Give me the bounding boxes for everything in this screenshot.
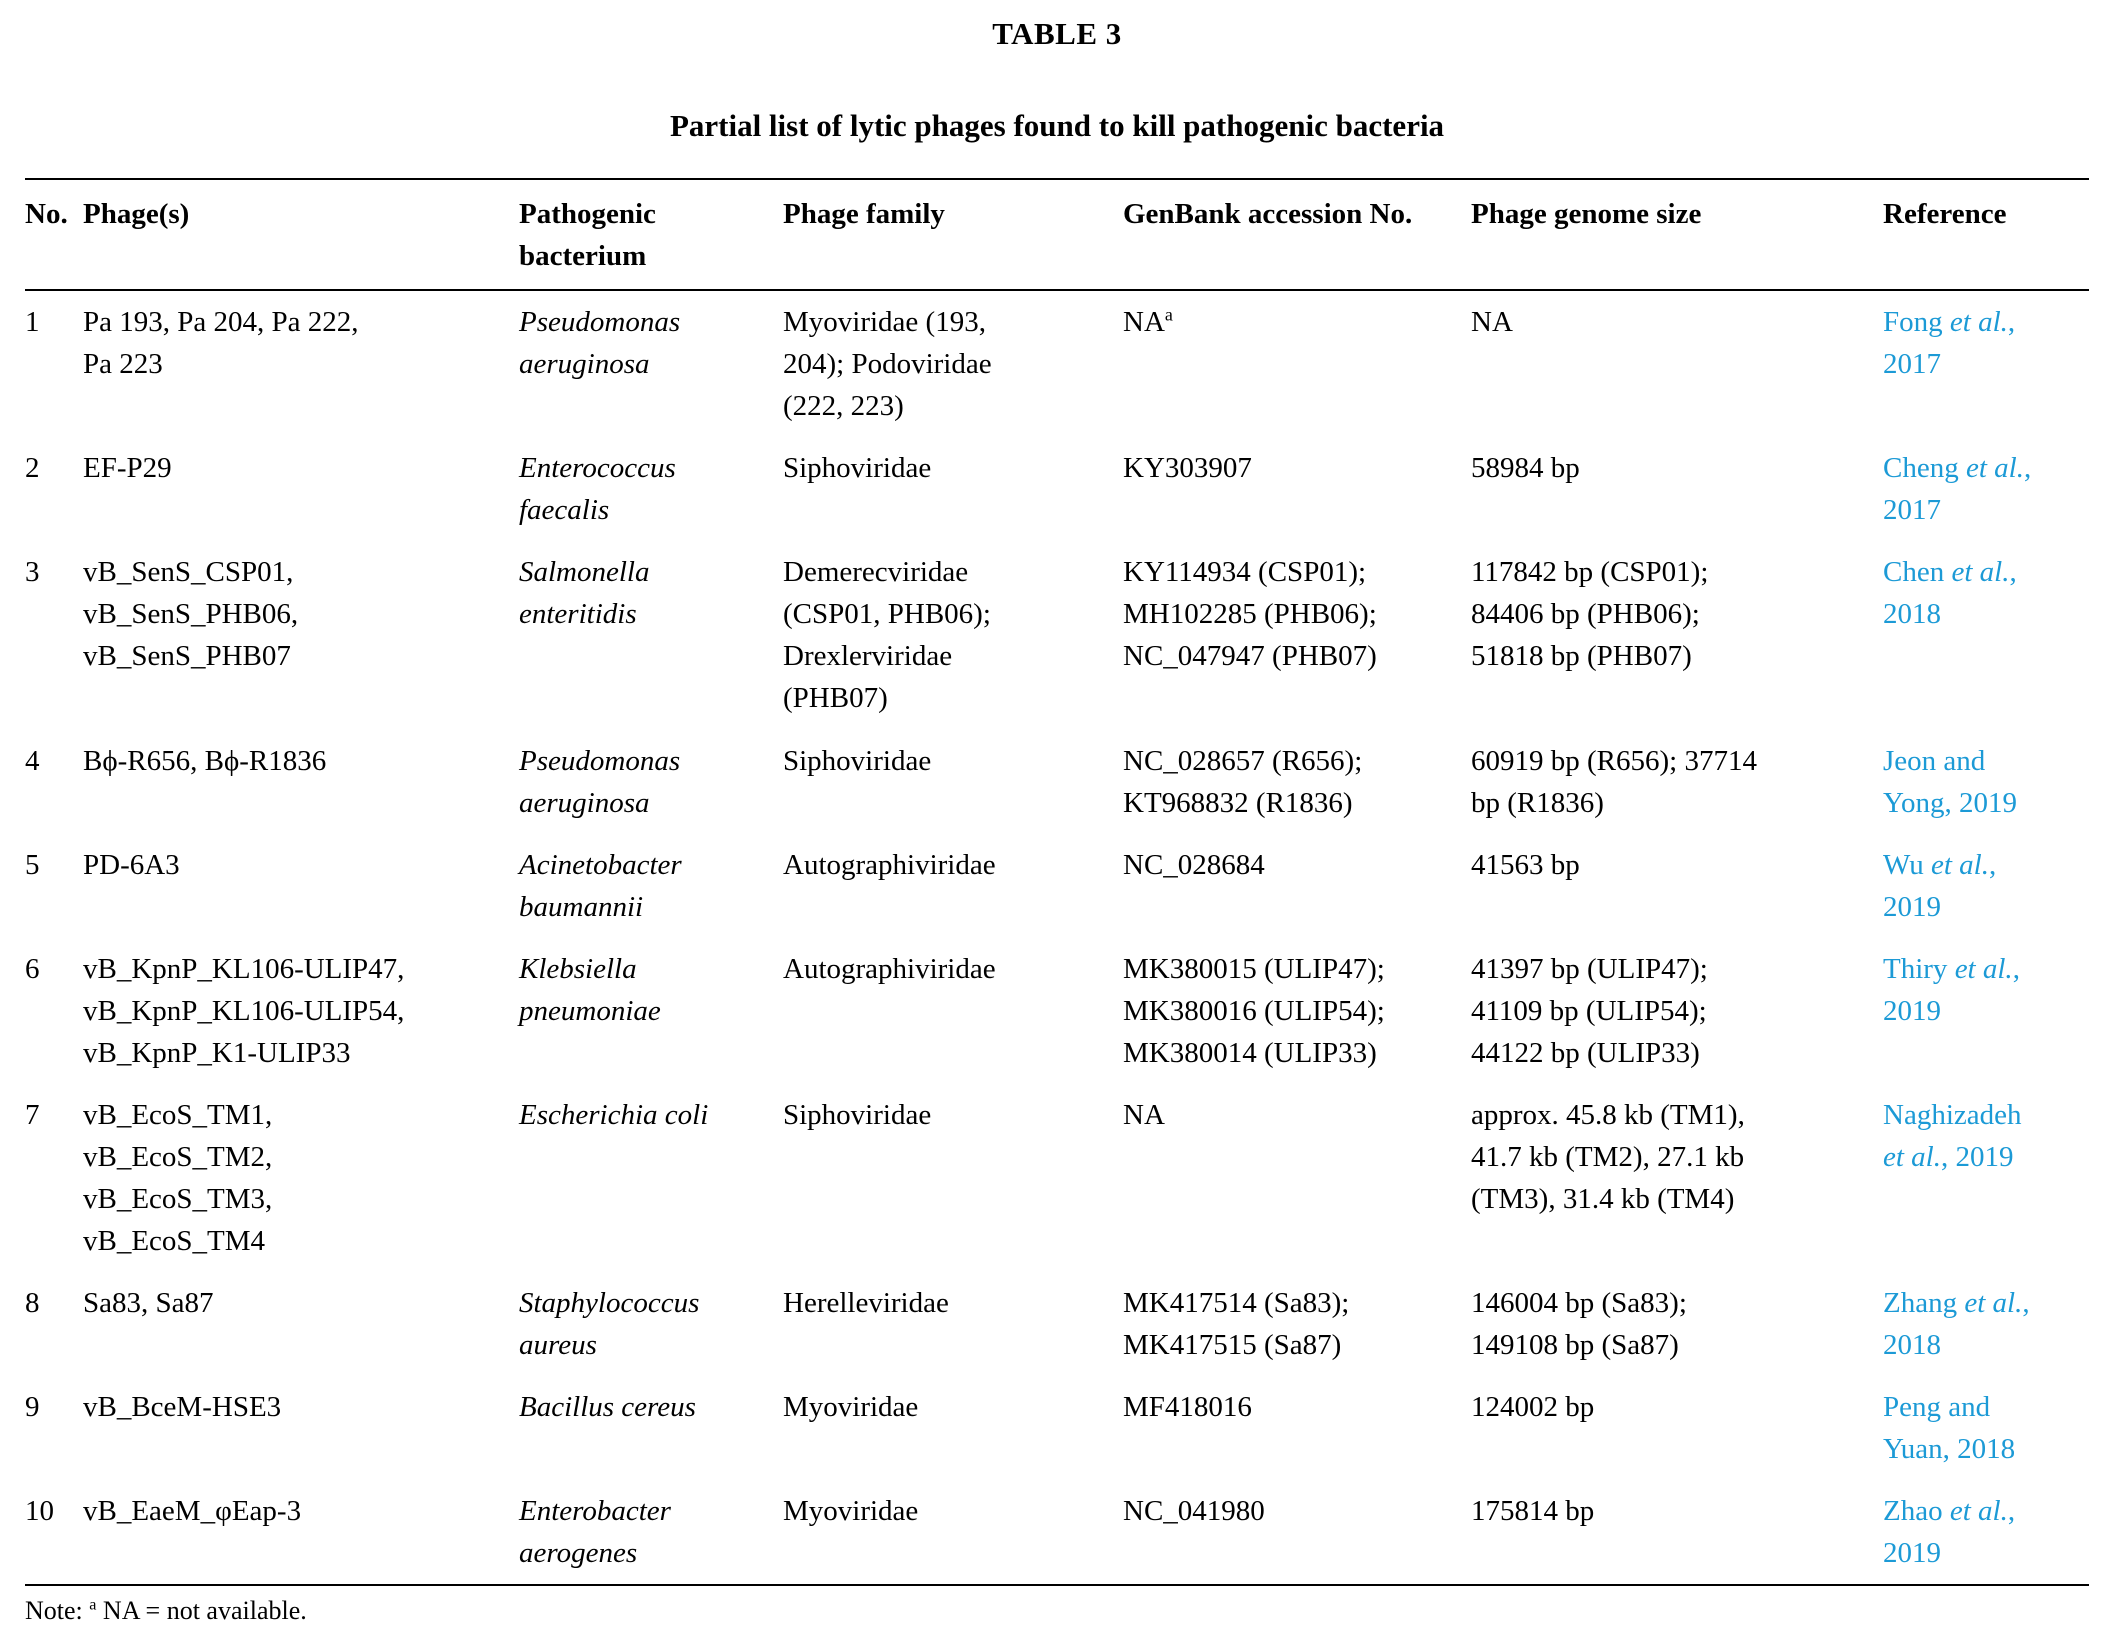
cell-reference — [1883, 938, 2089, 1084]
reference-line: 2019 — [1883, 890, 1941, 923]
cell-bacterium — [519, 834, 783, 938]
cell-genbank — [1123, 437, 1471, 541]
cell-line: vB_SenS_PHB07 — [83, 640, 291, 673]
cell-reference — [1883, 437, 2089, 541]
cell-size — [1471, 938, 1883, 1084]
cell-line: Klebsiella — [519, 952, 637, 985]
cell-family — [783, 1084, 1123, 1272]
cell-line: (CSP01, PHB06); — [783, 598, 991, 631]
cell-line: MK380015 (ULIP47); — [1123, 952, 1385, 985]
reference-line: 2018 — [1883, 598, 1941, 631]
cell-size — [1471, 834, 1883, 938]
cell-genbank — [1123, 290, 1471, 437]
cell-line: bp (R1836) — [1471, 786, 1604, 819]
cell-bacterium — [519, 730, 783, 834]
cell-family — [783, 1480, 1123, 1585]
reference-line: et al., 2019 — [1883, 1140, 2014, 1173]
cell-line: pneumoniae — [519, 994, 661, 1027]
column-header: Phage genome size — [1471, 179, 1883, 290]
cell-reference — [1883, 834, 2089, 938]
reference-line: 2019 — [1883, 1537, 1941, 1570]
cell-bacterium — [519, 1480, 783, 1585]
reference-line: Thiry et al., — [1883, 952, 2020, 985]
cell-reference — [1883, 290, 2089, 437]
cell-genbank — [1123, 1376, 1471, 1480]
cell-genbank — [1123, 938, 1471, 1084]
cell-line: Autographiviridae — [783, 848, 996, 881]
cell-line: NA — [1471, 306, 1513, 339]
cell-line: 41109 bp (ULIP54); — [1471, 994, 1707, 1027]
reference-line: 2017 — [1883, 494, 1941, 527]
cell-line: MF418016 — [1123, 1391, 1252, 1424]
cell-phages — [83, 290, 519, 437]
cell-line: Staphylococcus — [519, 1287, 700, 1320]
footnote-superscript: a — [89, 1596, 97, 1614]
cell-line: NC_028684 — [1123, 848, 1265, 881]
cell-line: approx. 45.8 kb (TM1), — [1471, 1098, 1745, 1131]
reference-line: Wu et al., — [1883, 848, 1997, 881]
cell-line: (222, 223) — [783, 390, 904, 423]
cell-no: 4 — [25, 744, 40, 777]
reference-link[interactable] — [1883, 1094, 2073, 1178]
reference-link[interactable] — [1883, 1282, 2073, 1366]
reference-line: Yong, 2019 — [1883, 786, 2018, 819]
cell-no: 1 — [25, 306, 40, 339]
cell-line: aeruginosa — [519, 786, 650, 819]
table-row — [25, 730, 2089, 834]
cell-phages — [83, 1376, 519, 1480]
cell-line: MK417514 (Sa83); — [1123, 1287, 1350, 1320]
reference-link[interactable] — [1883, 948, 2073, 1032]
cell-size — [1471, 541, 1883, 729]
cell-bacterium — [519, 938, 783, 1084]
cell-no: 5 — [25, 848, 40, 881]
cell-size — [1471, 1480, 1883, 1585]
cell-size — [1471, 730, 1883, 834]
cell-size — [1471, 290, 1883, 437]
cell-line: vB_EcoS_TM2, — [83, 1140, 273, 1173]
reference-link[interactable] — [1883, 740, 2073, 824]
table-row — [25, 938, 2089, 1084]
table-row — [25, 1376, 2089, 1480]
footnote-marker: a — [1164, 304, 1173, 325]
column-header: Reference — [1883, 179, 2089, 290]
cell-line: KT968832 (R1836) — [1123, 786, 1353, 819]
cell-line: Siphoviridae — [783, 744, 932, 777]
footnote-text: NA = not available. — [102, 1596, 307, 1626]
cell-family — [783, 938, 1123, 1084]
cell-line: baumannii — [519, 890, 644, 923]
cell-line: vB_SenS_CSP01, — [83, 556, 294, 589]
cell-line: Sa83, Sa87 — [83, 1287, 214, 1320]
reference-line: Peng and — [1883, 1391, 1991, 1424]
cell-line: vB_SenS_PHB06, — [83, 598, 299, 631]
cell-genbank — [1123, 730, 1471, 834]
cell-genbank — [1123, 834, 1471, 938]
cell-no: 9 — [25, 1391, 40, 1424]
cell-phages — [83, 437, 519, 541]
cell-line: Enterococcus — [519, 452, 676, 485]
column-header: Phage family — [783, 179, 1123, 290]
cell-line: 60919 bp (R656); 37714 — [1471, 744, 1757, 777]
column-header: No. — [25, 179, 83, 290]
cell-bacterium — [519, 1272, 783, 1376]
cell-line: 41563 bp — [1471, 848, 1580, 881]
cell-size — [1471, 1376, 1883, 1480]
cell-genbank — [1123, 1084, 1471, 1272]
cell-line: MH102285 (PHB06); — [1123, 598, 1377, 631]
cell-line: 146004 bp (Sa83); — [1471, 1287, 1687, 1320]
cell-line: vB_EaeM_φEap-3 — [83, 1495, 302, 1528]
cell-phages — [83, 938, 519, 1084]
table-label: TABLE 3 — [992, 16, 1122, 51]
cell-line: 41397 bp (ULIP47); — [1471, 952, 1708, 985]
cell-line: Demerecviridae — [783, 556, 969, 589]
cell-family — [783, 541, 1123, 729]
cell-line: 41.7 kb (TM2), 27.1 kb — [1471, 1140, 1745, 1173]
cell-no: 3 — [25, 556, 40, 589]
cell-line: enteritidis — [519, 598, 637, 631]
table-head — [25, 179, 2089, 290]
cell-line: $NA^a$ — [1123, 304, 1173, 339]
cell-no: 7 — [25, 1098, 40, 1131]
cell-family — [783, 1272, 1123, 1376]
cell-line: 84406 bp (PHB06); — [1471, 598, 1700, 631]
cell-phages — [83, 1480, 519, 1585]
reference-line: 2017 — [1883, 348, 1941, 381]
cell-line: 44122 bp (ULIP33) — [1471, 1036, 1700, 1069]
cell-line: 58984 bp — [1471, 452, 1580, 485]
reference-line: Zhao et al., — [1883, 1495, 2016, 1528]
cell-no: 2 — [25, 452, 40, 485]
reference-link[interactable] — [1883, 301, 2073, 385]
reference-link[interactable] — [1883, 1386, 2073, 1470]
table-row — [25, 1272, 2089, 1376]
cell-line: MK417515 (Sa87) — [1123, 1329, 1342, 1362]
footnote-prefix: Note: — [25, 1596, 83, 1626]
cell-line: Myoviridae (193, — [783, 306, 986, 339]
footnote — [25, 1586, 2089, 1626]
table-caption: Partial list of lytic phages found to kill pathogenic bacteria — [669, 108, 1445, 143]
cell-line: vB_KpnP_KL106-ULIP47, — [83, 952, 405, 985]
cell-reference — [1883, 1084, 2089, 1272]
cell-bacterium — [519, 1084, 783, 1272]
cell-reference — [1883, 730, 2089, 834]
table-row — [25, 437, 2089, 541]
cell-genbank — [1123, 1272, 1471, 1376]
phage-table — [25, 178, 2089, 1586]
cell-line: aeruginosa — [519, 348, 650, 381]
cell-size — [1471, 1272, 1883, 1376]
table-row — [25, 541, 2089, 729]
cell-family — [783, 437, 1123, 541]
cell-line: aerogenes — [519, 1537, 638, 1570]
cell-line: Siphoviridae — [783, 1098, 932, 1131]
table-row — [25, 290, 2089, 437]
cell-line: KY114934 (CSP01); — [1123, 556, 1367, 589]
reference-line: Zhang et al., — [1883, 1287, 2030, 1320]
cell-line: MK380016 (ULIP54); — [1123, 994, 1385, 1027]
reference-line: Jeon and — [1883, 744, 1986, 777]
cell-line: Escherichia coli — [519, 1098, 709, 1131]
header-row — [25, 179, 2089, 290]
cell-line: Siphoviridae — [783, 452, 932, 485]
cell-line: 175814 bp — [1471, 1495, 1595, 1528]
cell-line: PD-6A3 — [83, 848, 180, 881]
cell-line: faecalis — [519, 494, 610, 527]
cell-phages — [83, 1084, 519, 1272]
cell-line: aureus — [519, 1329, 597, 1362]
cell-line: NC_028657 (R656); — [1123, 744, 1363, 777]
cell-line: 204); Podoviridae — [783, 348, 992, 381]
cell-line: 117842 bp (CSP01); — [1471, 556, 1709, 589]
cell-line: Enterobacter — [519, 1495, 671, 1528]
cell-line: 149108 bp (Sa87) — [1471, 1329, 1679, 1362]
cell-bacterium — [519, 437, 783, 541]
reference-line: Chen et al., — [1883, 556, 2017, 589]
cell-line: Herelleviridae — [783, 1287, 949, 1320]
cell-phages — [83, 730, 519, 834]
cell-reference — [1883, 1376, 2089, 1480]
table-body — [25, 290, 2089, 1585]
cell-line: Salmonella — [519, 556, 650, 589]
cell-line: vB_BceM-HSE3 — [83, 1391, 282, 1424]
cell-line: Myoviridae — [783, 1391, 919, 1424]
column-header: Phage(s) — [83, 179, 519, 290]
cell-line: KY303907 — [1123, 452, 1252, 485]
cell-phages — [83, 1272, 519, 1376]
cell-line: Pa 193, Pa 204, Pa 222, — [83, 306, 359, 339]
cell-line: Acinetobacter — [519, 848, 682, 881]
cell-phages — [83, 834, 519, 938]
cell-line: 124002 bp — [1471, 1391, 1595, 1424]
cell-line: Pseudomonas — [519, 744, 681, 777]
cell-family — [783, 834, 1123, 938]
table-row — [25, 1480, 2089, 1585]
table-row — [25, 1084, 2089, 1272]
cell-line: Pseudomonas — [519, 306, 681, 339]
cell-line: NC_047947 (PHB07) — [1123, 640, 1377, 673]
cell-line: MK380014 (ULIP33) — [1123, 1036, 1377, 1069]
cell-line: (TM3), 31.4 kb (TM4) — [1471, 1182, 1735, 1215]
cell-line: Bacillus cereus — [519, 1391, 696, 1424]
reference-line: 2018 — [1883, 1329, 1941, 1362]
reference-link[interactable] — [1883, 447, 2073, 531]
column-header: GenBank accession No. — [1123, 179, 1471, 290]
cell-size — [1471, 1084, 1883, 1272]
cell-line: NA — [1123, 1098, 1165, 1131]
cell-reference — [1883, 541, 2089, 729]
cell-line: vB_EcoS_TM3, — [83, 1182, 273, 1215]
cell-line: Myoviridae — [783, 1495, 919, 1528]
cell-line: vB_KpnP_KL106-ULIP54, — [83, 994, 405, 1027]
cell-size — [1471, 437, 1883, 541]
reference-link[interactable] — [1883, 844, 2073, 928]
cell-line: (PHB07) — [783, 682, 888, 715]
reference-link[interactable] — [1883, 1490, 2073, 1574]
cell-no: 6 — [25, 952, 40, 985]
cell-line: Autographiviridae — [783, 952, 996, 985]
reference-line: Naghizadeh — [1883, 1098, 2022, 1131]
cell-line: vB_EcoS_TM4 — [83, 1224, 266, 1257]
cell-line: vB_EcoS_TM1, — [83, 1098, 273, 1131]
cell-line: NC_041980 — [1123, 1495, 1265, 1528]
cell-family — [783, 1376, 1123, 1480]
reference-line: Cheng et al., — [1883, 452, 2032, 485]
cell-bacterium — [519, 541, 783, 729]
cell-line: 51818 bp (PHB07) — [1471, 640, 1692, 673]
cell-bacterium — [519, 1376, 783, 1480]
cell-genbank — [1123, 541, 1471, 729]
cell-line: vB_KpnP_K1-ULIP33 — [83, 1036, 351, 1069]
cell-bacterium — [519, 290, 783, 437]
cell-genbank — [1123, 1480, 1471, 1585]
cell-line: Drexlerviridae — [783, 640, 953, 673]
cell-line: EF-P29 — [83, 452, 172, 485]
cell-reference — [1883, 1480, 2089, 1585]
cell-phages — [83, 541, 519, 729]
reference-line: 2019 — [1883, 994, 1941, 1027]
cell-no: 10 — [25, 1480, 83, 1585]
cell-family — [783, 290, 1123, 437]
table-row — [25, 834, 2089, 938]
cell-line: Pa 223 — [83, 348, 163, 381]
reference-line: Yuan, 2018 — [1883, 1433, 2016, 1466]
column-header: Pathogenic bacterium — [519, 179, 783, 290]
cell-line: Bϕ-R656, Bϕ-R1836 — [83, 744, 327, 777]
reference-link[interactable] — [1883, 551, 2073, 635]
reference-line: Fong et al., — [1883, 306, 2016, 339]
cell-reference — [1883, 1272, 2089, 1376]
cell-no: 8 — [25, 1287, 40, 1320]
cell-family — [783, 730, 1123, 834]
